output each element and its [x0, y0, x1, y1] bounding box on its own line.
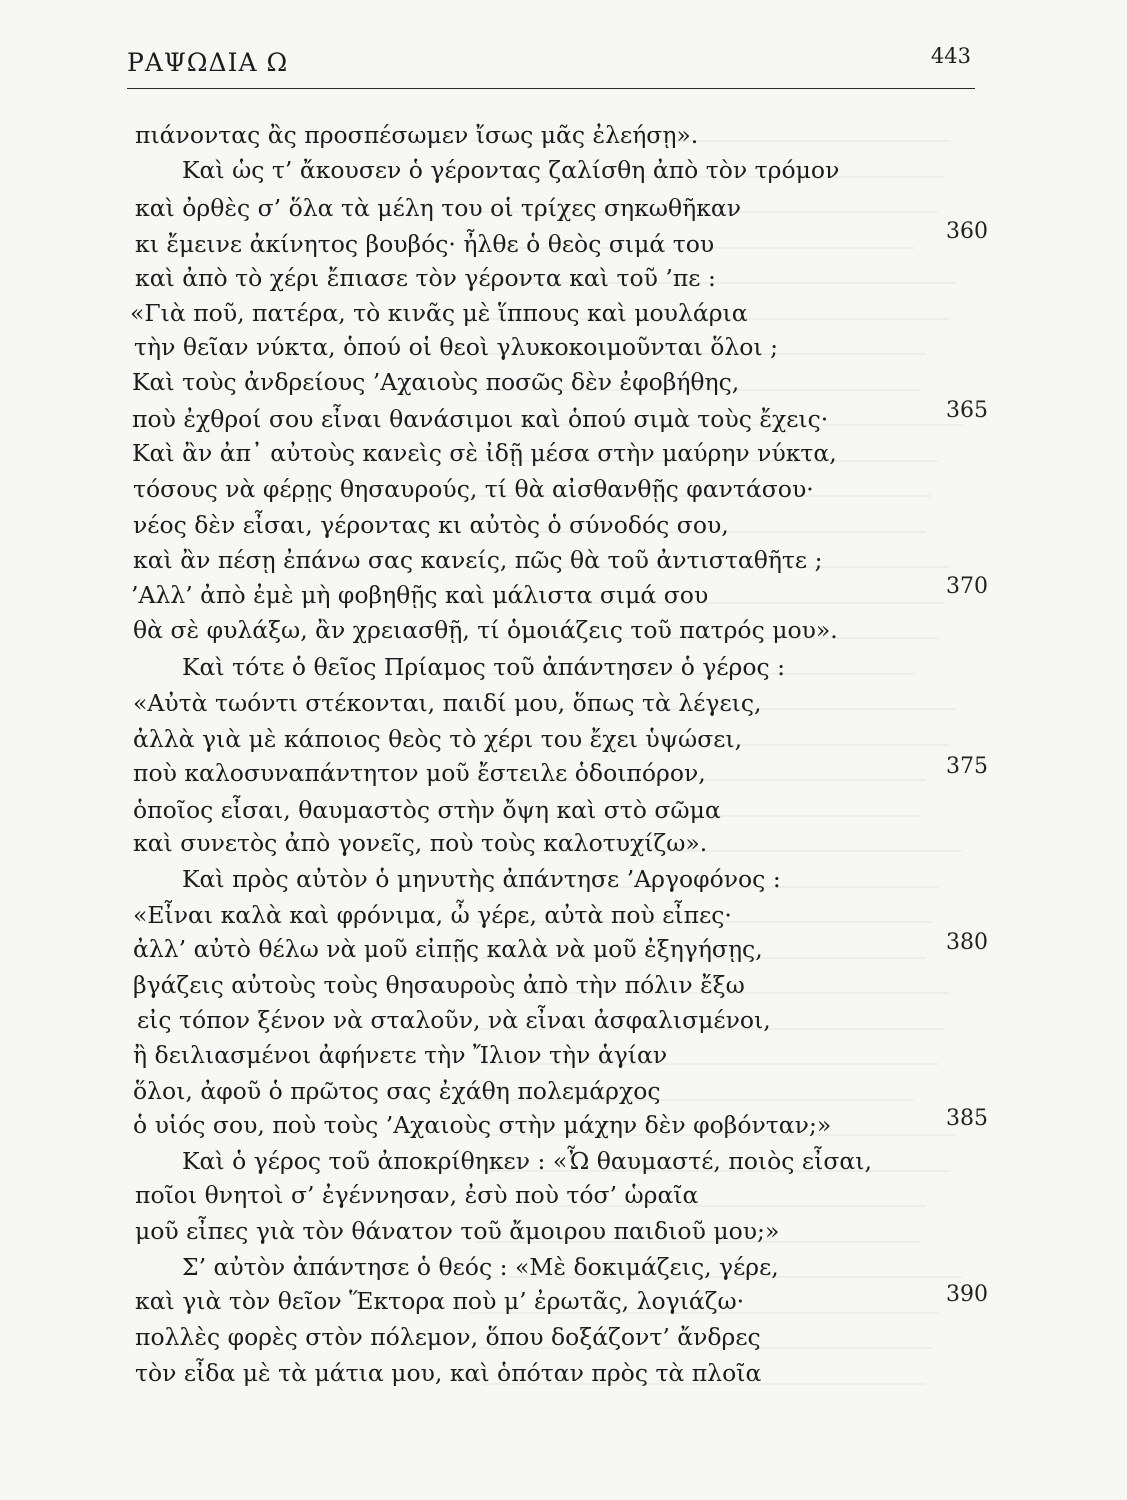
- verse-line: [0, 1106, 1127, 1146]
- verse-text: «Εἶναι καλὰ καὶ φρόνιμα, ὦ γέρε, αὐτὰ ποὺ εἶπες·: [133, 901, 732, 929]
- verse-text: βγάζεις αὐτοὺς τοὺς θησαυροὺς ἀπὸ τὴν πόλιν ἔξω: [133, 971, 745, 999]
- verse-line: [0, 970, 1127, 1006]
- verse-text: ἀλλ’ αὐτὸ θέλω νὰ μοῦ εἰπῇς καλὰ νὰ μοῦ ἐξηγήσῃς,: [133, 935, 763, 963]
- verse-text: καὶ ἂν πέσῃ ἐπάνω σας κανείς, πῶς θὰ τοῦ ἀντισταθῆτε ;: [133, 546, 823, 574]
- line-number: 365: [946, 398, 988, 423]
- verse-line: [0, 1322, 1127, 1358]
- verse-text: Καὶ τότε ὁ θεῖος Πρίαμος τοῦ ἀπάντησεν ὁ γέρος :: [182, 653, 786, 681]
- verse-text: καὶ ὀρθὲς σ’ ὅλα τὰ μέλη του οἱ τρίχες σηκωθῆκαν: [135, 194, 742, 222]
- line-number: 380: [946, 930, 988, 955]
- verse-text: θὰ σὲ φυλάξω, ἂν χρειασθῇ, τί ὁμοιάζεις τοῦ πατρός μου».: [133, 616, 838, 644]
- line-number: 385: [946, 1106, 988, 1131]
- running-title: ΡΑΨΩΔΙΑ Ω: [127, 48, 289, 77]
- verse-text: Καὶ ὡς τ’ ἄκουσεν ὁ γέροντας ζαλίσθη ἀπὸ τὸν τρόμον: [182, 156, 840, 184]
- line-number: 360: [946, 219, 988, 244]
- verse-text: ποὺ ἐχθροί σου εἶναι θανάσιμοι καὶ ὁπού σιμὰ τοὺς ἔχεις·: [132, 405, 829, 433]
- verse-line: [0, 120, 1127, 156]
- verse-text: ὁποῖος εἶσαι, θαυμαστὸς στὴν ὄψη καὶ στὸ σῶμα: [133, 796, 721, 824]
- verse-line: [0, 1282, 1127, 1322]
- verse-text: ἢ δειλιασμένοι ἀφήνετε τὴν Ἴλιον τὴν ἁγίαν: [133, 1041, 668, 1069]
- verse-line: [0, 332, 1127, 368]
- verse-text: Καὶ πρὸς αὐτὸν ὁ μηνυτὴς ἀπάντησε ’Αργοφόνος :: [182, 865, 781, 893]
- verse-text: «Γιὰ ποῦ, πατέρα, τὸ κινᾶς μὲ ἵππους καὶ μουλάρια: [130, 299, 748, 327]
- verse-line: [0, 574, 1127, 616]
- verse-line: [0, 263, 1127, 299]
- verse-line: [0, 652, 1127, 688]
- verse-line: [0, 1216, 1127, 1252]
- verse-text: ὁ υἱός σου, ποὺ τοὺς ’Αχαιοὺς στὴν μάχην δὲν φοβόνταν;»: [133, 1111, 832, 1139]
- verse-line: [0, 688, 1127, 724]
- verse-text: τὴν θεῖαν νύκτα, ὁπού οἱ θεοὶ γλυκοκοιμοῦνται ὅλοι ;: [134, 333, 779, 361]
- verse-text: Καὶ ὁ γέρος τοῦ ἀποκρίθηκεν : «Ὦ θαυμαστέ, ποιὸς εἶσαι,: [182, 1147, 872, 1175]
- verse-text: ποὺ καλοσυναπάντητον μοῦ ἔστειλε ὁδοιπόρον,: [133, 759, 706, 787]
- verse-line: [0, 1040, 1127, 1076]
- verse-text: πιάνοντας ἂς προσπέσωμεν ἴσως μᾶς ἐλεήσῃ».: [135, 121, 699, 149]
- verse-text: «Αὐτὰ τωόντι στέκονται, παιδί μου, ὅπως τὰ λέγεις,: [133, 689, 762, 717]
- verse-text: ’Αλλ’ ἀπὸ ἐμὲ μὴ φοβηθῇς καὶ μάλιστα σιμά σου: [131, 581, 709, 609]
- verse-line: [0, 510, 1127, 546]
- verse-text: νέος δὲν εἶσαι, γέροντας κι αὐτὸς ὁ σύνοδός σου,: [133, 511, 729, 539]
- verse-line: [0, 398, 1127, 440]
- verse-line: [0, 1180, 1127, 1216]
- verse-text: ὅλοι, ἀφοῦ ὁ πρῶτος σας ἐχάθη πολεμάρχος: [133, 1077, 661, 1105]
- verse-line: [0, 474, 1127, 510]
- verse-text: τόσους νὰ φέρῃς θησαυρούς, τί θὰ αἰσθανθῇς φαντάσου·: [133, 475, 814, 503]
- verse-line: [0, 930, 1127, 970]
- verse-text: καὶ γιὰ τὸν θεῖον Ἕκτορα ποὺ μ’ ἐρωτᾶς, λογιάζω·: [135, 1287, 745, 1315]
- verse-line: [0, 1358, 1127, 1394]
- verse-line: [0, 795, 1127, 831]
- verse-text: κι ἔμεινε ἀκίνητος βουβός· ἦλθε ὁ θεὸς σιμά του: [135, 230, 715, 258]
- verse-line: [0, 438, 1127, 474]
- verse-text: μοῦ εἶπες γιὰ τὸν θάνατον τοῦ ἄμοιρου παιδιοῦ μου;»: [135, 1217, 780, 1245]
- verse-text: Καὶ τοὺς ἀνδρείους ’Αχαιοὺς ποσῶς δὲν ἐφοβήθης,: [132, 368, 740, 396]
- verse-text: εἰς τόπον ξένον νὰ σταλοῦν, νὰ εἶναι ἀσφαλισμένοι,: [137, 1006, 771, 1034]
- verse-text: πολλὲς φορὲς στὸν πόλεμον, ὅπου δοξάζοντ’ ἄνδρες: [135, 1323, 761, 1351]
- line-number: 390: [946, 1282, 988, 1307]
- verse-text: ἀλλὰ γιὰ μὲ κάποιος θεὸς τὸ χέρι του ἔχει ὑψώσει,: [133, 725, 743, 753]
- verse-line: [0, 754, 1127, 794]
- line-number: 375: [946, 754, 988, 779]
- verse-line: [0, 219, 1127, 265]
- verse-text: Καὶ ἂν ἀπ᾽ αὐτοὺς κανεὶς σὲ ἰδῇ μέσα στὴν μαύρην νύκτα,: [132, 439, 837, 467]
- verse-line: [0, 864, 1127, 900]
- line-number: 370: [946, 574, 988, 599]
- verse-text: ποῖοι θνητοὶ σ’ ἐγέννησαν, ἐσὺ ποὺ τόσ’ ὡραῖα: [135, 1181, 699, 1209]
- verse-line: [0, 828, 1127, 864]
- verse-line: [0, 298, 1127, 334]
- verse-line: [0, 155, 1127, 191]
- verse-text: καὶ συνετὸς ἀπὸ γονεῖς, ποὺ τοὺς καλοτυχίζω».: [133, 829, 708, 857]
- verse-text: Σ’ αὐτὸν ἀπάντησε ὁ θεός : «Μὲ δοκιμάζεις, γέρε,: [182, 1253, 779, 1281]
- verse-line: [0, 1146, 1127, 1182]
- page-number: 443: [930, 44, 971, 68]
- verse-line: [0, 1005, 1127, 1041]
- verse-text: τὸν εἶδα μὲ τὰ μάτια μου, καὶ ὁπόταν πρὸς τὰ πλοῖα: [135, 1359, 762, 1387]
- verse-line: [0, 615, 1127, 651]
- verse-text: καὶ ἀπὸ τὸ χέρι ἔπιασε τὸν γέροντα καὶ τοῦ ’πε :: [135, 264, 716, 292]
